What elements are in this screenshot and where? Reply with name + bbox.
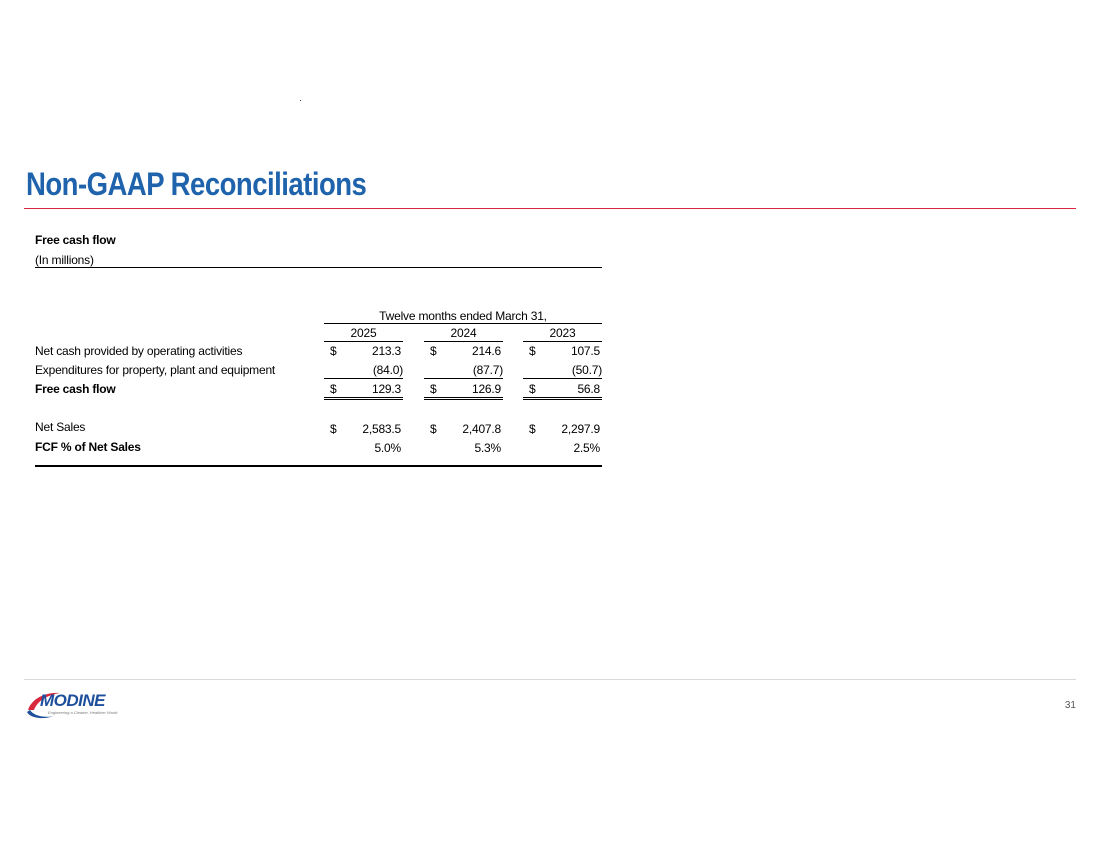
- year-header: 2024: [450, 326, 477, 340]
- currency-symbol: $: [330, 382, 337, 396]
- row-label: Net Sales: [35, 420, 86, 434]
- cell-value: (84.0): [372, 363, 403, 377]
- year-header: 2023: [549, 326, 576, 340]
- total-rule: [324, 399, 403, 400]
- year-header: 2025: [350, 326, 377, 340]
- row-label: FCF % of Net Sales: [35, 440, 141, 454]
- stray-dot: [300, 100, 301, 101]
- cell-value: (87.7): [472, 363, 503, 377]
- cell-value: 107.5: [570, 344, 600, 358]
- table-subheading: (In millions): [35, 253, 94, 267]
- cell-value: 2,583.5: [362, 422, 401, 436]
- page-number: 31: [1064, 700, 1076, 711]
- cell-value: 214.6: [471, 344, 501, 358]
- header-rule: [35, 267, 602, 268]
- currency-symbol: $: [430, 422, 437, 436]
- year-rule: [523, 341, 602, 342]
- free-cash-flow-table: [35, 230, 602, 470]
- currency-symbol: $: [330, 344, 337, 358]
- cell-value: 2,407.8: [462, 422, 501, 436]
- logo-tagline: Engineering a Cleaner, Healthier World: [48, 710, 118, 715]
- table-bottom-rule: [35, 465, 602, 467]
- total-rule: [424, 397, 503, 398]
- total-rule: [424, 399, 503, 400]
- page-title: Non-GAAP Reconciliations: [26, 166, 367, 202]
- row-label: Expenditures for property, plant and equipment: [35, 363, 276, 377]
- cell-value: 213.3: [371, 344, 401, 358]
- subtotal-rule: [324, 378, 403, 379]
- cell-value: (50.7): [571, 363, 602, 377]
- currency-symbol: $: [529, 344, 536, 358]
- cell-value: 126.9: [471, 382, 501, 396]
- cell-value: 2,297.9: [561, 422, 600, 436]
- table-heading: Free cash flow: [35, 233, 116, 247]
- total-rule: [324, 397, 403, 398]
- row-label: Net cash provided by operating activities: [35, 344, 243, 358]
- subtotal-rule: [523, 378, 602, 379]
- total-rule: [523, 397, 602, 398]
- subtotal-rule: [424, 378, 503, 379]
- period-rule: [324, 323, 602, 324]
- cell-value: 129.3: [371, 382, 401, 396]
- cell-value: 56.8: [577, 382, 600, 396]
- year-rule: [424, 341, 503, 342]
- cell-value: 5.3%: [474, 441, 501, 455]
- period-header: Twelve months ended March 31,: [379, 309, 547, 323]
- footer-rule: [24, 679, 1076, 680]
- year-rule: [324, 341, 403, 342]
- currency-symbol: $: [330, 422, 337, 436]
- logo-wordmark: MODINE: [40, 691, 105, 710]
- currency-symbol: $: [430, 382, 437, 396]
- row-label: Free cash flow: [35, 382, 116, 396]
- cell-value: 5.0%: [374, 441, 401, 455]
- currency-symbol: $: [529, 422, 536, 436]
- modine-logo: [26, 688, 136, 724]
- title-rule: [24, 208, 1076, 209]
- currency-symbol: $: [430, 344, 437, 358]
- total-rule: [523, 399, 602, 400]
- currency-symbol: $: [529, 382, 536, 396]
- cell-value: 2.5%: [573, 441, 600, 455]
